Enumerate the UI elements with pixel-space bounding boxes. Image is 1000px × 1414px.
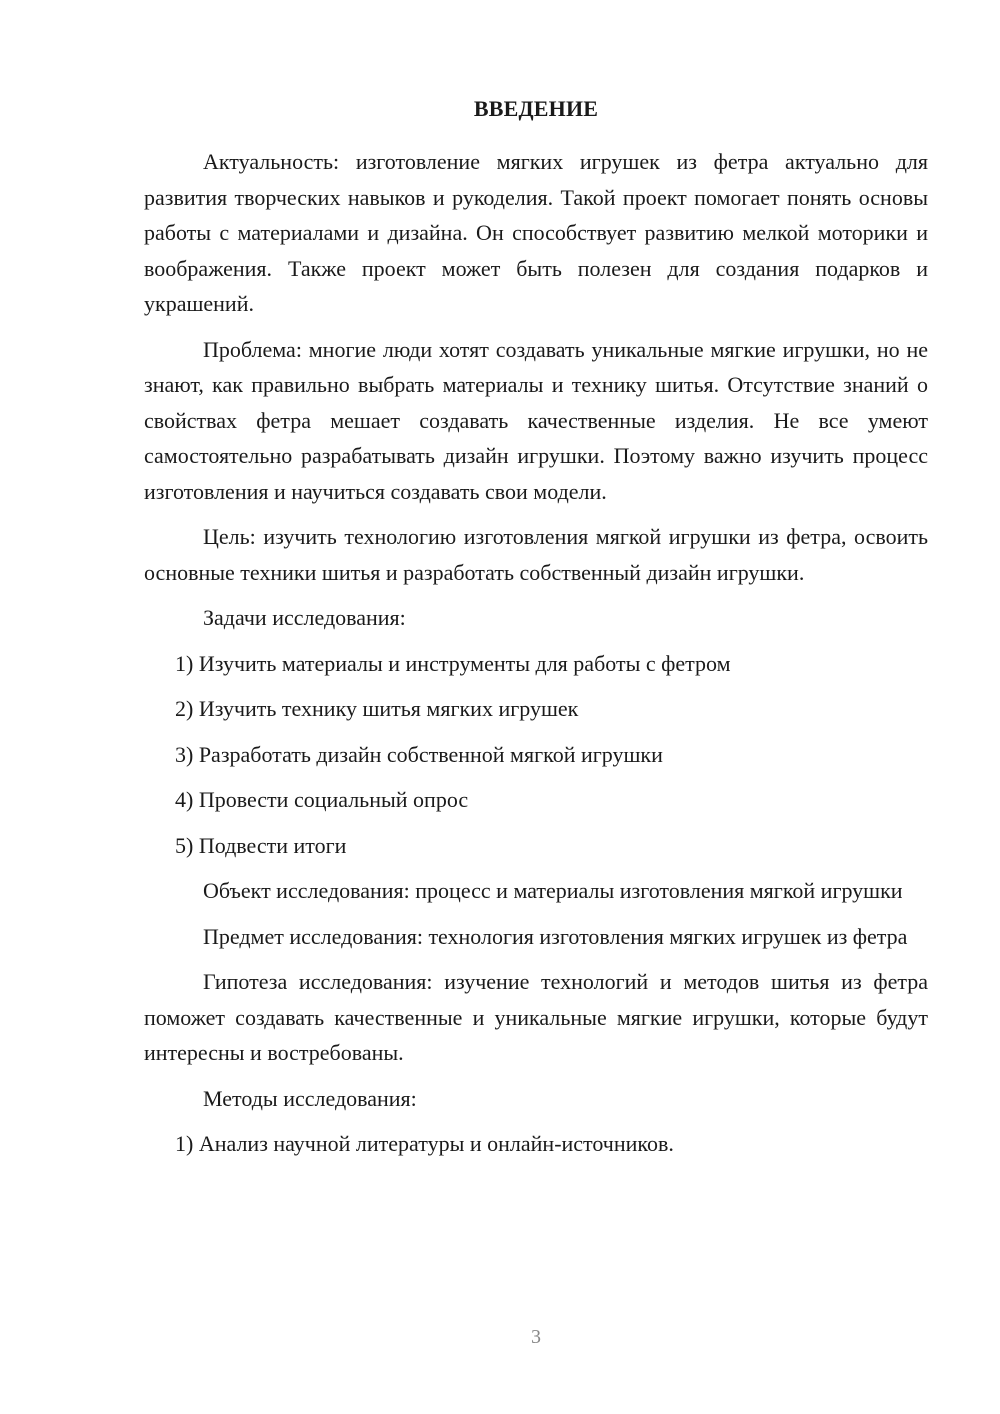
list-item: 3) Разработать дизайн собственной мягкой игрушки <box>175 741 663 767</box>
list-item: 1) Изучить материалы и инструменты для работы с фетром <box>175 650 731 676</box>
list-item: 2) Изучить технику шитья мягких игрушек <box>175 696 579 721</box>
methods-heading: Методы исследования: <box>203 1085 417 1111</box>
problem-paragraph: Проблема: многие люди хотят создавать уникальные мягкие игрушки, но не знают, как правильно выбрать материалы и технику шитья. Отсутствие знаний о свойствах фетра мешает создавать качественные изделия. Не все умеют самостоятельно разрабатывать дизайн игрушки. Поэтому важно изучить процесс изготовления и научиться создавать свои модели. <box>144 336 928 504</box>
subject-paragraph: Предмет исследования: технология изготовления мягких игрушек из фетра <box>203 923 908 949</box>
object-paragraph: Объект исследования: процесс и материалы изготовления мягкой игрушки <box>203 878 903 903</box>
methods-list <box>144 1126 928 1162</box>
tasks-heading: Задачи исследования: <box>203 605 406 630</box>
tasks-list <box>144 646 928 864</box>
list-item: 1) Анализ научной литературы и онлайн-источников. <box>175 1131 674 1156</box>
list-item: 4) Провести социальный опрос <box>175 787 469 812</box>
document-page <box>144 94 928 1172</box>
goal-paragraph: Цель: изучить технологию изготовления мягкой игрушки из фетра, освоить основные техники шитья и разработать собственный дизайн игрушки. <box>144 524 928 585</box>
relevance-paragraph: Актуальность: изготовление мягких игрушек из фетра актуально для развития творческих навыков и рукоделия. Такой проект помогает понять основы работы с материалами и дизайна. Он способствует развитию мелкой моторики и воображения. Также проект может быть полезен для создания подарков и украшений. <box>144 149 928 316</box>
list-item: 5) Подвести итоги <box>175 832 347 858</box>
page-number: 3 <box>531 1326 541 1348</box>
hypothesis-paragraph: Гипотеза исследования: изучение технологий и методов шитья из фетра поможет создавать качественные и уникальные мягкие игрушки, которые будут интересны и востребованы. <box>144 969 928 1065</box>
page-title: ВВЕДЕНИЕ <box>473 96 599 121</box>
